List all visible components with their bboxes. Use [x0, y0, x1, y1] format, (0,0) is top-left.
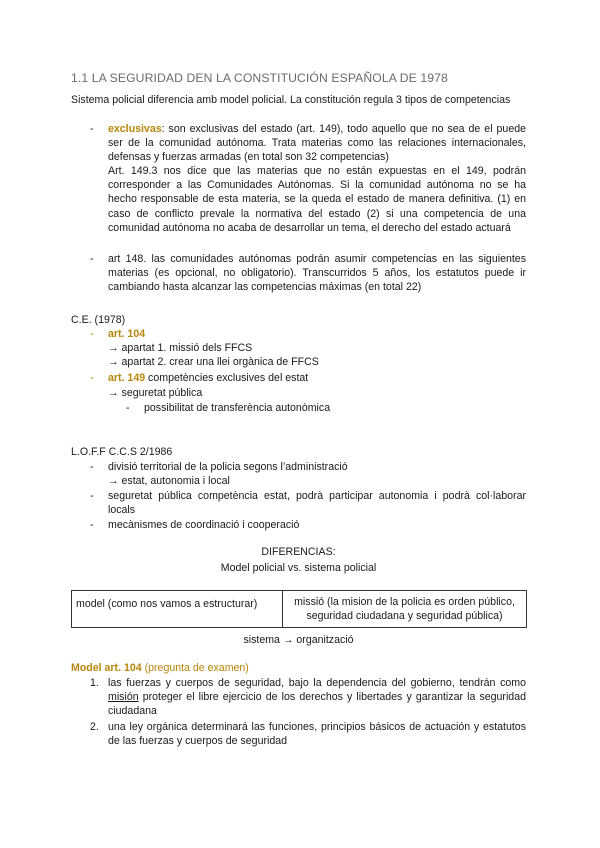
model-item-1	[108, 676, 526, 719]
art-149-label: art. 149	[108, 372, 146, 384]
dash-marker: -	[90, 328, 94, 340]
art-149-3-paragraph: Art. 149.3 nos dice que las materias que no están expuestas en el 149, podrán corresponder a las Comunidades Autónomas. Si la comunidad autónoma no se ha hecho responsable de esta materia, se la queda el estado de manera definitiva. (1) en caso de conflicto prevale la normativa del estado (2) si una competencia de una comunidad autónoma no acaba de desarrollar un tema, el derecho del estado actuará	[108, 165, 526, 234]
loff-title: L.O.F.F C.C.S 2/1986	[71, 446, 173, 458]
dash-marker: -	[90, 123, 94, 135]
dash-marker: -	[126, 402, 130, 414]
bullet-exclusivas	[108, 122, 526, 165]
intro-paragraph: Sistema policial diferencia amb model policial. La constitución regula 3 tipos de competencias	[71, 94, 511, 106]
loff-item-2: seguretat pública competència estat, podrà participar autonomia i podrà col·laborar locals	[108, 490, 526, 517]
sistema-line: sistema → organització	[243, 634, 354, 646]
diferencias-subtitle: Model policial vs. sistema policial	[220, 562, 377, 574]
art-104-apartat-1: → apartat 1. missió dels FFCS	[108, 342, 253, 354]
keyword-exclusivas: exclusivas	[108, 123, 162, 135]
exclusivas-text: : son exclusivas del estado (art. 149), todo aquello que no sea de el puede ser de la comunidad autónoma. Trata materias como las relaciones internacionales, defensas y fuerzas armadas (en total son 32 competencias)	[108, 123, 526, 164]
model-item-1-b: proteger el libre ejercicio de los derechos y libertades y garantizar la seguridad ciudadana	[108, 691, 526, 718]
art-104-label: art. 104	[108, 328, 146, 340]
dash-marker: -	[90, 372, 94, 384]
model-title-rest: (pregunta de examen)	[141, 662, 249, 674]
art-149-line	[108, 371, 308, 385]
art-149-transferencia: possibilitat de transferència autonòmica	[144, 402, 331, 414]
dash-marker: -	[90, 490, 94, 502]
diferencias-title: DIFERENCIAS:	[261, 546, 336, 558]
table-row	[72, 591, 527, 628]
section-heading: 1.1 LA SEGURIDAD DEN LA CONSTITUCIÓN ESPAÑOLA DE 1978	[71, 71, 448, 85]
loff-item-3: mecànismes de coordinació i cooperació	[108, 519, 300, 531]
model-art-104-heading	[71, 661, 249, 675]
dash-marker: -	[90, 461, 94, 473]
model-item-1-a: las fuerzas y cuerpos de seguridad, bajo la dependencia del gobierno, tendrán como	[108, 677, 526, 689]
art-149-seguretat: → seguretat pública	[108, 387, 203, 399]
model-item-2: una ley orgánica determinará las funciones, principios básicos de actuación y estatutos de las fuerzas y cuerpos de seguridad	[108, 721, 526, 748]
table-cell-missio: missió (la mision de la policia es orden público, seguridad ciudadana y seguridad pública)	[283, 591, 527, 628]
art-104-apartat-2: → apartat 2. crear una llei orgànica de FFCS	[108, 356, 319, 368]
model-title-bold: Model art. 104	[71, 662, 142, 674]
art-149-text: competències exclusives del estat	[145, 372, 309, 384]
loff-item-1: divisió territorial de la policia segons l’administració	[108, 461, 348, 473]
diferencias-table	[71, 590, 527, 628]
list-number: 1.	[90, 677, 99, 689]
dash-marker: -	[90, 519, 94, 531]
bullet-art-148: art 148. las comunidades autónomas podrán asumir competencias en las siguientes materias (es opcional, no obligatorio). Transcurridos 5 años, los estatutos puede ir cambiando hasta alcanzar las competencias máximas (en total 22)	[108, 253, 526, 294]
table-cell-model: model (como nos vamos a estructurar)	[72, 591, 283, 628]
loff-item-1-sub: → estat, autonomia i local	[108, 475, 230, 487]
dash-marker: -	[90, 253, 94, 265]
ce-title: C.E. (1978)	[71, 314, 126, 326]
model-item-1-underlined: misión	[108, 691, 139, 704]
list-number: 2.	[90, 721, 99, 733]
